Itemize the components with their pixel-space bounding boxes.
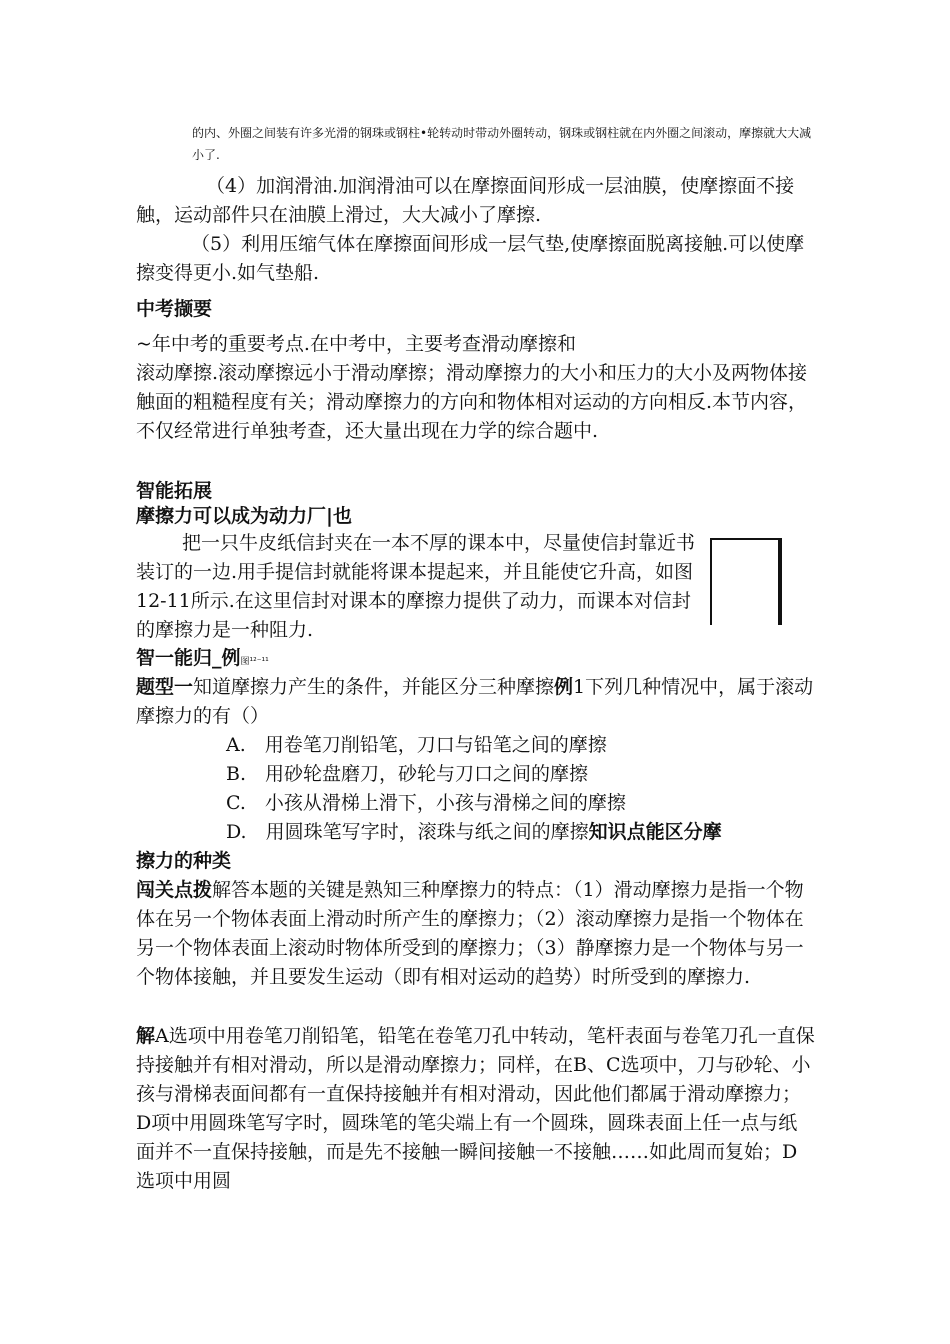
summary-heading-text: 智一能归_例	[136, 647, 241, 669]
figure-label: 图¹²⁻¹¹	[240, 657, 269, 667]
tip-text: 解答本题的关键是熟知三种摩擦力的特点：（1）滑动摩擦力是指一个物体在另一个物体表面上滑动时所产生的摩擦力；（2）滚动摩擦力是指一个物体在另一个物体表面上滚动时物体所受到的摩擦力；（3）静摩擦力是一个物体与另一个物体接触，并且要发生运动（即有相对运动的趋势）时所受到的摩擦力.	[136, 879, 804, 988]
knowledge-label: 知识点能区分摩	[588, 821, 722, 843]
expand-heading: 智能拓展	[136, 480, 213, 502]
item-4-paragraph: （4）加润滑油.加润滑油可以在摩擦面间形成一层油膜，使摩擦面不接触，运动部件只在油膜上滑过，大大减小了摩擦.	[136, 175, 795, 226]
summary-heading	[136, 645, 269, 676]
example-label: 例	[554, 676, 574, 698]
solution-label: 解	[136, 1025, 156, 1047]
option-d: D. 用圆珠笔写字时，滚珠与纸之间的摩擦	[226, 821, 589, 843]
item-5-paragraph: （5）利用压缩气体在摩擦面间形成一层气垫,使摩擦面脱离接触.可以使摩擦变得更小.如气垫船.	[136, 233, 805, 284]
expand-paragraph: 把一只牛皮纸信封夹在一本不厚的课本中，尽量使信封靠近书装订的一边.用手提信封就能将课本提起来，并且能使它升高，如图12-11所示.在这里信封对课本的摩擦力提供了动力，而课本对信封的摩擦力是一种阻力.	[136, 532, 696, 641]
tip-label: 闯关点拨	[136, 879, 213, 901]
solution-paragraph	[136, 1022, 816, 1196]
option-d-line	[226, 818, 722, 847]
knowledge-continuation: 擦力的种类	[136, 850, 232, 872]
option-b: B. 用砂轮盘磨刀，砂轮与刀口之间的摩擦	[226, 763, 589, 785]
option-a: A. 用卷笔刀削铅笔，刀口与铅笔之间的摩擦	[226, 734, 607, 756]
option-c: C. 小孩从滑梯上滑下，小孩与滑梯之间的摩擦	[226, 792, 626, 814]
exam-first-line: ~年中考的重要考点.在中考中，主要考查滑动摩擦和	[136, 333, 576, 355]
intro-small-text: 的内、外圈之间装有许多光滑的钢珠或钢柱•轮转动时带动外圈转动，钢珠或钢柱就在内外圈之间滚动，摩擦就大大减小了.	[192, 126, 812, 162]
question-type-label: 题型一	[136, 676, 194, 698]
exam-heading: 中考撷要	[136, 298, 213, 320]
expand-subheading: 摩擦力可以成为动力厂|也	[136, 505, 352, 527]
figure-12-11-envelope-book	[710, 538, 782, 625]
question-type-text: 知道摩擦力产生的条件，并能区分三种摩擦	[193, 676, 555, 698]
exam-paragraph: 滚动摩擦.滚动摩擦远小于滑动摩擦；滑动摩擦力的大小和压力的大小及两物体接触面的粗糙程度有关；滑动摩擦力的方向和物体相对运动的方向相反.本节内容，不仅经常进行单独考查，还大量出现在力学的综合题中.	[136, 362, 808, 442]
tip-paragraph	[136, 876, 816, 992]
solution-text: A选项中用卷笔刀削铅笔，铅笔在卷笔刀孔中转动，笔杆表面与卷笔刀孔一直保持接触并有相对滑动，所以是滑动摩擦力；同样，在B、C选项中，刀与砂轮、小孩与滑梯表面间都有一直保持接触并有相对滑动，因此他们都属于滑动摩擦力；D项中用圆珠笔写字时，圆珠笔的笔尖端上有一个圆珠，圆珠表面上任一点与纸面并不一直保持接触，而是先不接触一瞬间接触一不接触……如此周而复始；D选项中用圆	[136, 1025, 815, 1192]
question-paragraph	[136, 673, 816, 731]
question-stem: 1下列几种情况中，属于滚动摩擦力的有（）	[136, 676, 814, 727]
